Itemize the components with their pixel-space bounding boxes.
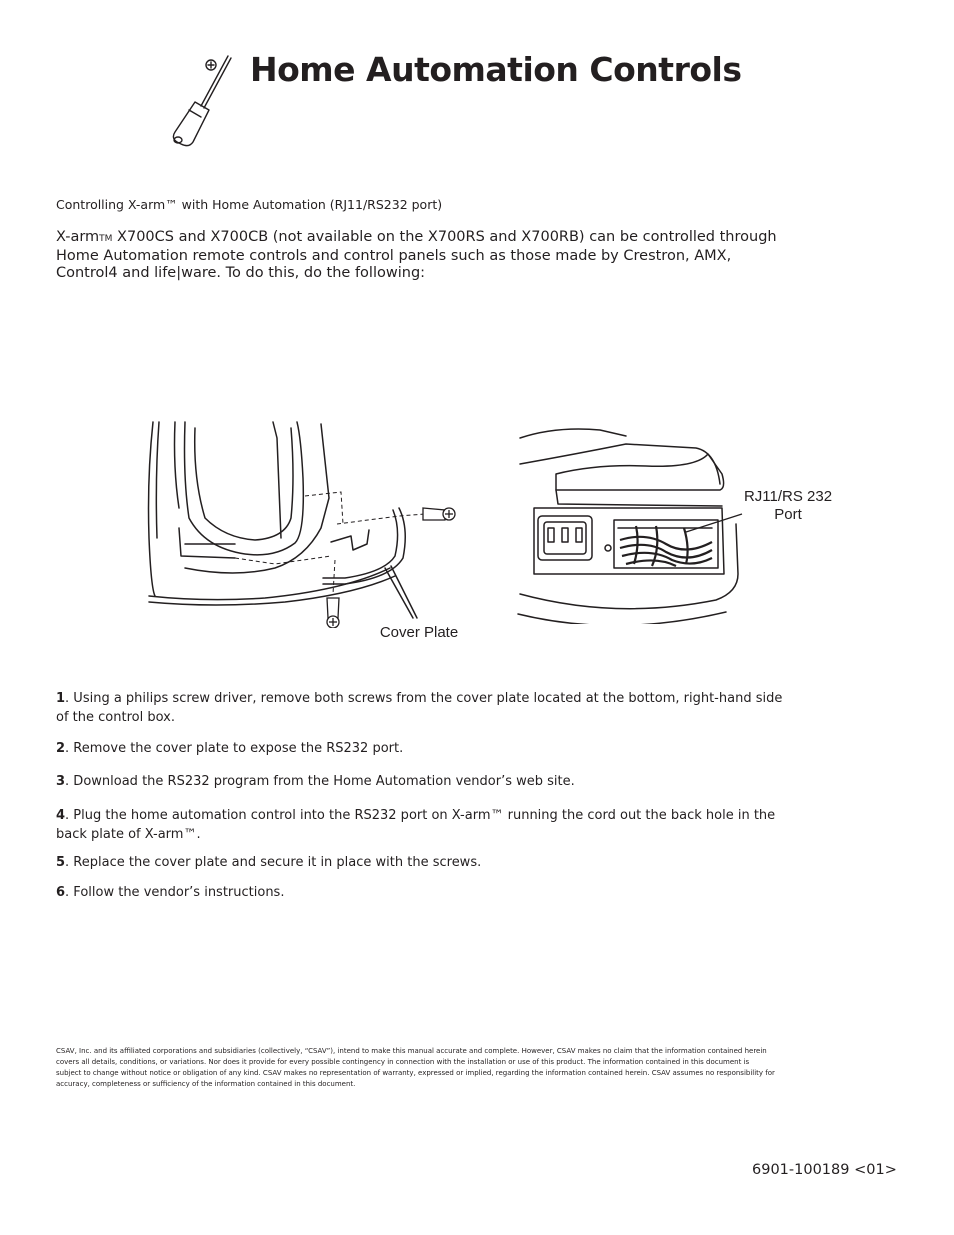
step-number: 3 [56,774,66,789]
step-text: . Download the RS232 program from the Home Automation vendor’s web site. [65,774,575,789]
document-number: 6901-100189 <01> [752,1162,897,1178]
screwdriver-icon [165,52,245,152]
cover-plate-diagram [145,418,465,628]
step-number: 6 [56,885,66,900]
step-number: 4 [56,808,66,823]
step-4 [56,806,796,844]
port-label-line2: Port [774,506,802,523]
intro-text: X700CS and X700CB (not available on the X700RS and X700RB) can be controlled through Home Automation remote controls and control panels such as those made by Crestron, AMX, Control4 and life|ware. To do this, do the following: [56,229,777,281]
step-text: . Plug the home automation control into the RS232 port on X-arm™ running the cord out the back hole in the back plate of X-arm™. [56,808,776,842]
step-6 [56,883,796,902]
step-1 [56,689,796,727]
port-label [730,488,846,524]
step-text: . Follow the vendor’s instructions. [65,885,285,900]
section-subtitle: Controlling X-arm™ with Home Automation (RJ11/RS232 port) [56,197,443,212]
step-text: . Remove the cover plate to expose the RS232 port. [65,741,404,756]
step-text: . Replace the cover plate and secure it in place with the screws. [65,855,482,870]
step-number: 2 [56,741,66,756]
step-3 [56,772,796,791]
intro-trademark: TM [99,234,113,244]
step-5 [56,853,796,872]
legal-disclaimer: CSAV, Inc. and its affiliated corporations and subsidiaries (collectively, “CSAV”), intend to make this manual accurate and complete. However, CSAV makes no claim that the information contained herein covers all details, conditions, or variations. Nor does it provide for every possible contingency in connection with the installation or use of this product. The information contained in this document is subject to change without notice or obligation of any kind. CSAV makes no representation of warranty, expressed or implied, regarding the information contained herein. CSAV assumes no responsibility for accuracy, completeness or sufficiency of the information contained in this document. [56,1047,775,1088]
step-number: 5 [56,855,66,870]
port-label-line1: RJ11/RS 232 [743,488,833,505]
cover-plate-label: Cover Plate [379,624,459,641]
step-number: 1 [56,691,66,706]
step-2 [56,739,796,758]
intro-paragraph [56,229,796,282]
step-text: . Using a philips screw driver, remove both screws from the cover plate located at the bottom, right-hand side of the control box. [56,691,783,725]
intro-brand: X-arm [56,229,100,245]
rs232-port-diagram [516,424,746,624]
page-title: Home Automation Controls [250,50,742,89]
